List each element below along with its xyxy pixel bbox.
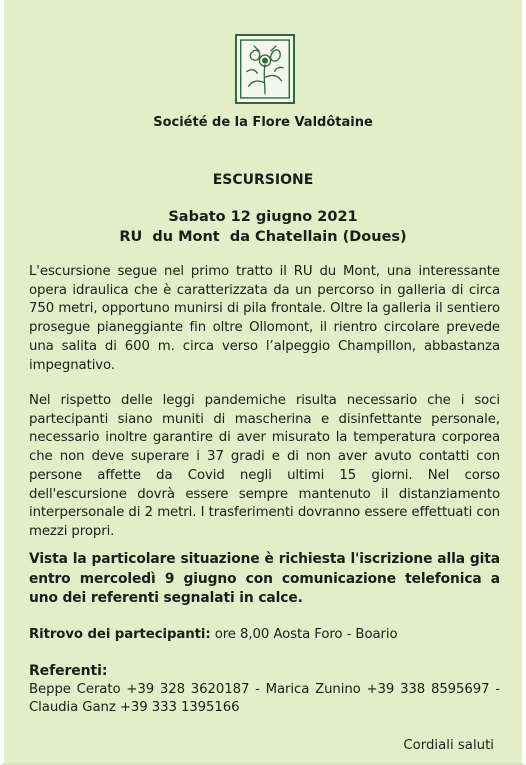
covid-rules-paragraph: Nel rispetto delle leggi pandemiche risulta necessario che i soci partecipanti siano muniti di mascherina e disinfettante personale, necessario inoltre garantire di aver misurato la temperatura corporea che non deve superare i 37 gradi e di non aver avuto contatti con persone affette da Covid negli ultimi 15 giorni. Nel corso dell'escursione dovrà essere sempre mantenuto il distanziamento interpersonale di 2 metri. I trasferimenti dovranno essere effettuati con mezzi propri.	[29, 393, 500, 539]
description-paragraph: L'escursione segue nel primo tratto il RU du Mont, una interessante opera idraulica che è caratterizzata da un percorso in galleria di circa 750 metri, opportuno munirsi di pila frontale. Oltre la galleria il sentiero prosegue pianeggiante fin oltre Ollomont, il rientro circolare prevede una salita di 600 m. circa verso l’alpeggio Champillon, abbastanza impegnativo.	[29, 264, 500, 373]
meeting-value: ore 8,00 Aosta Foro - Boario	[210, 627, 398, 642]
closing-salutation: Cordiali saluti	[403, 738, 494, 753]
event-date-block	[4, 207, 522, 247]
referents-value: Beppe Cerato +39 328 3620187 - Marica Zunino +39 338 8595697 - Claudia Ganz +39 333 1395166	[29, 681, 500, 716]
meeting-label: Ritrovo dei partecipanti:	[29, 627, 211, 642]
referents-block	[29, 662, 500, 718]
society-name: Société de la Flore Valdôtaine	[153, 115, 373, 130]
event-route: RU du Mont da Chatellain (Doues)	[119, 229, 407, 245]
event-date: Sabato 12 giugno 2021	[168, 209, 358, 225]
registration-notice: Vista la particolare situazione è richiesta l'iscrizione alla gita entro mercoledì 9 giugno con comunicazione telefonica a uno dei referenti segnalati in calce.	[29, 551, 500, 606]
meeting-point	[29, 626, 500, 645]
referents-label: Referenti:	[29, 663, 108, 679]
flower-emblem-icon	[235, 34, 295, 104]
event-title: ESCURSIONE	[212, 172, 314, 188]
